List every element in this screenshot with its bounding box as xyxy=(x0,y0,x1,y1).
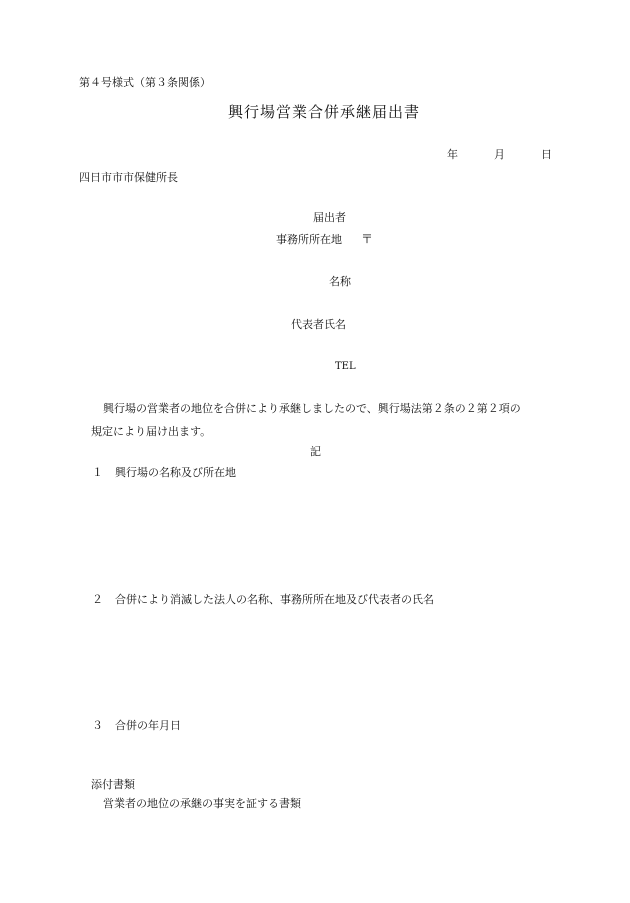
tel-label: TEL xyxy=(335,361,356,372)
postal-mark: 〒 xyxy=(361,232,374,246)
date-day: 日 xyxy=(541,148,552,161)
item-number: ３ xyxy=(92,719,103,732)
item-number: １ xyxy=(92,466,103,479)
office-address-label: 事務所所在地 xyxy=(276,233,342,246)
applicant-header: 届出者 xyxy=(313,211,346,224)
item-text: 興行場の名称及び所在地 xyxy=(115,466,236,479)
representative-label: 代表者氏名 xyxy=(291,318,346,331)
document-title: 興行場営業合併承継届出書 xyxy=(228,103,421,121)
item-number: ２ xyxy=(92,593,103,606)
item-text: 合併の年月日 xyxy=(115,719,181,732)
attachments-header: 添付書類 xyxy=(91,778,135,791)
attachment-item: 営業者の地位の承継の事実を証する書類 xyxy=(103,797,301,810)
body-line-1: 興行場の営業者の地位を合併により承継しましたので、興行場法第２条の２第２項の xyxy=(103,402,521,415)
date-month: 月 xyxy=(494,148,505,161)
ki-label: 記 xyxy=(310,445,321,458)
body-line-2: 規定により届け出ます。 xyxy=(91,425,212,438)
date-year: 年 xyxy=(447,148,458,161)
item-text: 合併により消滅した法人の名称、事務所所在地及び代表者の氏名 xyxy=(115,593,434,606)
form-number: 第４号様式（第３条関係） xyxy=(79,76,211,89)
name-label: 名称 xyxy=(329,275,351,288)
addressee: 四日市市市保健所長 xyxy=(79,171,178,184)
